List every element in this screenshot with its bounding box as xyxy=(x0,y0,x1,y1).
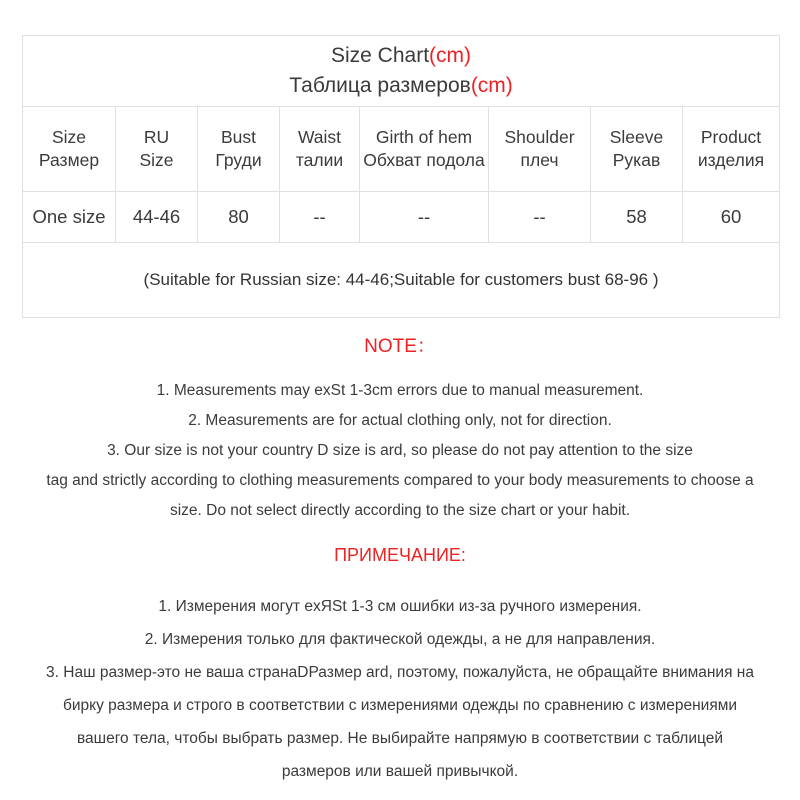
note-lines-en xyxy=(0,376,800,526)
note-line-ru-2: 2. Измерения только для фактической одежды, а не для направления. xyxy=(144,631,656,648)
header-girth-of-hem-en: Girth of hem xyxy=(375,127,473,147)
header-girth-of-hem-ru: Обхват подола xyxy=(363,150,485,170)
size-suitability-note: (Suitable for Russian size: 44-46;Suitable for customers bust 68-96 ) xyxy=(23,243,780,318)
note-line-ru-4: бирку размера и строго в соответствии с измерениями одежды по сравнению с измерениями xyxy=(62,697,738,714)
header-cell-sleeve xyxy=(591,107,683,192)
chart-title-en-unit: (cm) xyxy=(429,44,472,67)
table-footnote-row xyxy=(23,243,780,318)
header-waist-ru: талии xyxy=(295,150,344,170)
header-ru-size-ru: Size xyxy=(139,150,174,170)
cell-size: One size xyxy=(23,192,116,243)
table-header-row xyxy=(23,107,780,192)
header-product-en: Product xyxy=(700,127,762,147)
header-sleeve-en: Sleeve xyxy=(609,127,664,147)
cell-bust: 80 xyxy=(198,192,280,243)
note-line-en-1: 1. Measurements may exSt 1-3cm errors due to manual measurement. xyxy=(156,382,644,399)
note-line-en-5: size. Do not select directly according to the size chart or your habit. xyxy=(169,502,631,519)
header-cell-size xyxy=(23,107,116,192)
header-bust-en: Bust xyxy=(220,127,257,147)
chart-title-ru-text: Таблица размеров xyxy=(289,74,471,97)
header-size-en: Size xyxy=(51,127,87,147)
note-line-ru-6: размеров или вашей привычкой. xyxy=(281,763,519,780)
cell-shoulder: -- xyxy=(489,192,591,243)
chart-title-ru xyxy=(25,71,777,101)
chart-title-cell xyxy=(23,36,780,107)
note-line-en-3: 3. Our size is not your country D size is ard, so please do not pay attention to the size xyxy=(107,442,693,459)
header-waist-en: Waist xyxy=(297,127,342,147)
header-cell-waist xyxy=(280,107,360,192)
note-line-en-2: 2. Measurements are for actual clothing only, not for direction. xyxy=(188,412,612,429)
cell-girth-of-hem: -- xyxy=(360,192,489,243)
header-cell-shoulder xyxy=(489,107,591,192)
header-ru-size-en: RU xyxy=(143,127,170,147)
header-bust-ru: Груди xyxy=(215,150,262,170)
chart-title-en xyxy=(25,41,777,71)
chart-title-ru-unit: (cm) xyxy=(470,74,513,97)
table-row xyxy=(23,192,780,243)
header-size-ru: Размер xyxy=(38,150,100,170)
header-shoulder-en: Shoulder xyxy=(504,127,575,147)
header-shoulder-ru: плеч xyxy=(520,150,559,170)
header-cell-product xyxy=(683,107,780,192)
note-heading-ru: ПРИМЕЧАНИЕ: xyxy=(334,545,466,565)
cell-waist: -- xyxy=(280,192,360,243)
size-chart-table-container xyxy=(22,35,779,318)
header-sleeve-ru: Рукав xyxy=(612,150,661,170)
header-product-ru: изделия xyxy=(697,150,765,170)
header-cell-ru-size xyxy=(116,107,198,192)
table-title-row xyxy=(23,36,780,107)
chart-title-en-text: Size Chart xyxy=(331,44,430,67)
note-heading-en: NOTE： xyxy=(364,336,436,357)
note-section-english xyxy=(0,332,800,526)
note-line-ru-1: 1. Измерения могут exЯSt 1-3 см ошибки из-за ручного измерения. xyxy=(158,598,642,615)
note-line-ru-3: 3. Наш размер-это не ваша странаDРазмер ard, поэтому, пожалуйста, не обращайте внимания на xyxy=(46,664,754,681)
note-line-en-4: tag and strictly according to clothing measurements compared to your body measurements to choose a xyxy=(46,472,754,489)
header-cell-bust xyxy=(198,107,280,192)
note-lines-ru xyxy=(0,590,800,788)
size-chart-table xyxy=(22,35,780,318)
cell-product: 60 xyxy=(683,192,780,243)
cell-ru-size: 44-46 xyxy=(116,192,198,243)
cell-sleeve: 58 xyxy=(591,192,683,243)
note-section-russian xyxy=(0,540,800,788)
note-line-ru-5: вашего тела, чтобы выбрать размер. Не выбирайте напрямую в соответствии с таблицей xyxy=(77,730,723,747)
header-cell-girth-of-hem xyxy=(360,107,489,192)
